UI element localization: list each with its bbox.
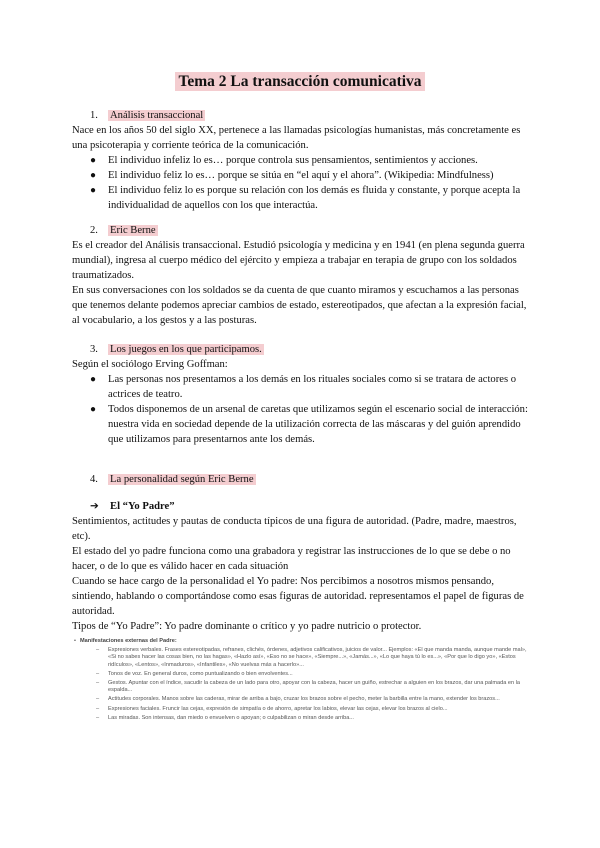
list-item: – Las miradas. Son intensas, dan miedo o envuelven o apoyan; o culpabilizan o miran desde arriba... (96, 714, 354, 721)
paragraph: En sus conversaciones con los soldados se da cuenta de que cuanto miramos y escuchamos a las personas que tenemos delante podemos apreciar cambios de estado, estereotipados, que afectan a la expresión facial, al vocabulario, a los gestos y a las posturas. (72, 285, 527, 326)
paragraph: Nace en los años 50 del siglo XX, pertenece a las llamadas psicologías humanistas, más concretamente es una psicoterapia y corriente teórica de la comunicación. (72, 125, 521, 151)
paragraph: Según el sociólogo Erving Goffman: (72, 359, 228, 370)
paragraph: Es el creador del Análisis transaccional. Estudió psicología y medicina y en 1941 (en plena segunda guerra mundial), ingresa al cuerpo médico del ejército y empieza a trabajar en terapia de grupo con los soldados traumatizados. (72, 240, 525, 281)
section-heading: 2. Eric Berne (90, 225, 156, 236)
bullet-icon: ● (90, 404, 97, 415)
document-title-wrap (0, 72, 600, 92)
section-analisis-transaccional (72, 108, 532, 213)
arrow-right-icon: ➔ (90, 501, 99, 512)
list-item: – Expresiones faciales. Fruncir las cejas, expresión de simpatía o de ahorro, apretar los labios, elevar las cejas, elevar los brazos al cielo... (96, 705, 448, 712)
section-heading: 4. La personalidad según Eric Berne (90, 474, 254, 485)
section-personalidad (72, 472, 532, 634)
paragraph: Sentimientos, actitudes y pautas de conducta típicos de una figura de autoridad. (Padre, madre, maestros, etc). (72, 516, 517, 542)
list-item: – Tonos de voz. En general duros, como puntualizando o bien envolventes... (96, 670, 293, 677)
bullet-list (72, 372, 532, 447)
list-item: ● Todos disponemos de un arsenal de caretas que utilizamos según el escenario social de interacción: nuestra vida en sociedad depende de la utilización correcta de las máscaras y del guión aprendido que utilizamos para presentarnos ante los demás. (90, 404, 528, 445)
list-item: – Expresiones verbales. Frases estereotipadas, refranes, clichés, órdenes, adjetivos calificativos, juicios de valor... Ejemplos: «El que manda manda, aunque mande mal», «Si no sabes hacer las cosas bien, no las hagas», «Hazlo así», «Eso no se hace», «Siempre...», «Jamás...», «Lo que haya tú lo es...», «Por que lo digo yo», «Estos ridículos», «Lentos», «Inmaduros», «Infantiles», «No vuelvas más a hacerlo»... (96, 647, 527, 668)
section-heading: 1. Análisis transaccional (90, 110, 204, 121)
bullet-icon: ● (90, 374, 97, 385)
embedded-image-manifestaciones (72, 638, 532, 740)
paragraph: El estado del yo padre funciona como una grabadora y registrar las instrucciones de lo que se debe o no hacer, o de lo que es válido hacer en cada situación (72, 546, 511, 572)
section-heading-text: Análisis transaccional (110, 110, 204, 121)
paragraph: Cuando se hace cargo de la personalidad el Yo padre: Nos percibimos a nosotros mismos pensando, sintiendo, hablando o comportándose como esas figuras de autoridad. representamos el papel de figuras de autoridad. (72, 576, 524, 617)
list-item: ● El individuo feliz lo es… porque se sitúa en “el aquí y el ahora”. (Wikipedia: Mindfulness) (90, 170, 494, 181)
document-title: Tema 2 La transacción comunicativa (175, 72, 424, 91)
list-item: ● El individuo infeliz lo es… porque controla sus pensamientos, sentimientos y acciones. (90, 155, 478, 166)
section-heading-text: Eric Berne (110, 225, 156, 236)
subheading-yo-padre: ➔ El “Yo Padre” (90, 501, 175, 512)
image-title: Manifestaciones externas del Padre: (80, 638, 177, 644)
section-heading-text: Los juegos en los que participamos. (110, 344, 262, 355)
list-item: ● Las personas nos presentamos a los demás en los rituales sociales como si se tratara de actores o actrices de teatro. (90, 374, 517, 400)
list-item: – Gestos. Apuntar con el índice, sacudir la cabeza de un lado para otro, apoyar con la cabeza, hacer un guiño, estrechar a alguien en los brazos, dar una palmada en la espalda... (96, 680, 521, 694)
section-juegos (72, 342, 532, 447)
list-item: – Actitudes corporales. Manos sobre las caderas, mirar de arriba a bajo, cruzar los brazos sobre el pecho, meter la barbilla entre la mano, extender los brazos... (96, 696, 500, 703)
list-item: ● El individuo feliz lo es porque su relación con los demás es fluida y constante, y porque acepta la individualidad de aquellos con los que interactúa. (90, 185, 521, 211)
section-eric-berne (72, 223, 532, 328)
bullet-icon: • (74, 638, 76, 644)
bullet-icon: ● (90, 170, 97, 181)
bullet-icon: ● (90, 185, 97, 196)
bullet-icon: ● (90, 155, 97, 166)
section-heading-text: La personalidad según Eric Berne (110, 474, 254, 485)
bullet-list (72, 153, 532, 213)
section-heading: 3. Los juegos en los que participamos. (90, 344, 262, 355)
paragraph: Tipos de “Yo Padre”: Yo padre dominante o crítico y yo padre nutricio o protector. (72, 621, 422, 632)
